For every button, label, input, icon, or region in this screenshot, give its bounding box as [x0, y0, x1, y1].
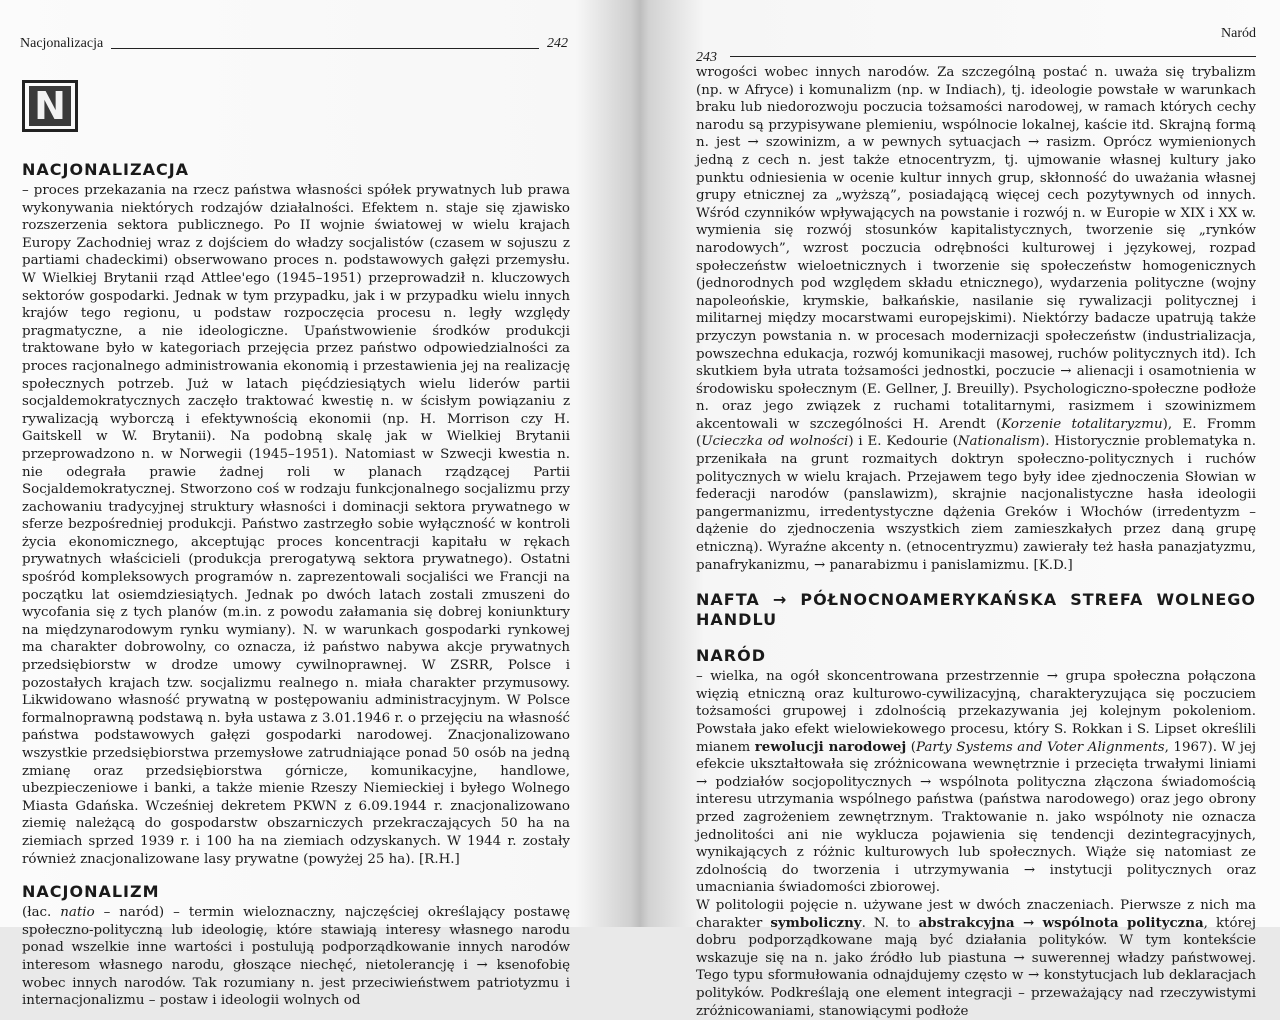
initial-letter-text: N: [29, 86, 71, 126]
entry-body-narod-para2: [696, 897, 1256, 1020]
text-run: (: [906, 739, 916, 755]
book-title: Ucieczka od wolności: [701, 434, 849, 450]
book-title: Party Systems and Voter Alignments: [915, 739, 1165, 755]
text-run: wrogości wobec innych narodów. Za szczególną postać n. uważa się trybalizm (np. w Afryce) i komunalizm (np. w Indiach), tj. ideologie powstałe w warunkach braku lub niedorozwoju poczucia tożsamości narodowej, w ramach których cechy narodu są przypisywane plemieniu, wspólnocie lokalnej, kaście itd. Skrajną formą n. jest → szowinizm, a w pewnych sytuacjach → rasizm. Oprócz wymienionych jedną z cech n. jest także etnocentryzm, tj. ujmowanie własnej kultury jako punktu odniesienia w ocenie kultur innych grup, skłonność do uważania własnej grupy etnicznej za „wyższą”, posiadającą więcej cech pozytywnych od innych. Wśród czynników wpływających na powstanie i rozwój n. w Europie w XIX i XX w. wymienia się rozwój stosunków kapitalistycznych, tworzenie się „rynków narodowych”, wzrost poczucia odrębności kulturowej i językowej, rozpad społeczeństw wieloetnicznych i tworzenie się społeczeństw homogenicznych (jednorodnych pod względem składu etnicznego), wydarzenia polityczne (wojny napoleońskie, krymskie, bałkańskie, nasilanie się rywalizacji politycznej i militarnej między mocarstwami europejskimi). Niektórzy badacze upatrują także przyczyn powstania n. w procesach modernizacji społeczeństw (industrializacja, powszechna edukacja, rozwój komunikacji masowej, ruchów politycznych itd). Ich skutkiem była utrata tożsamości jednostki, poczucie → alienacji i osamotnienia w środowisku społecznym (E. Gellner, J. Breuilly). Psychologiczno-społeczne podłoże n. oraz jego związek z ruchami totalitarnymi, rasizmem i szowinizmem akcentowali w szczególności H. Arendt (: [696, 65, 1256, 432]
entry-heading-nafta: NAFTA → PÓŁNOCNOAMERYKAŃSKA STREFA WOLNEGO HANDLU: [696, 590, 1256, 630]
left-column: [22, 160, 570, 1010]
left-page: [0, 0, 640, 1009]
running-title: Nacjonalizacja: [20, 36, 104, 51]
text-run: ), E. Fromm (: [696, 416, 1256, 450]
page-number: 242: [547, 36, 568, 51]
header-rule: [111, 48, 539, 49]
running-title: Naród: [1221, 26, 1256, 41]
text-run: W politologii pojęcie n. używane jest w dwóch znaczeniach. Pierwsze z nich ma charakter: [696, 897, 1256, 931]
entry-heading-narod: NARÓD: [696, 646, 766, 666]
text-run: ) i E. Kedourie (: [848, 434, 958, 450]
latin-term: natio: [60, 905, 95, 921]
text-run: ). Historycznie problematyka n. przenikała na grunt rozmaitych doktryn społeczno-politycznych i ruchów politycznych w wielu krajach. Przejawem tego były idee zjednoczenia Słowian w federacji narodów (panslawizm), skrajnie nacjonalistyczne hasła ideologii pangermanizmu, irredentystyczne dążenia Greków i Włochów (irredentyzm – dążenie do zjednoczenia wszystkich ziem zamieszkałych przez daną grupę etniczną). Wyraźne akcenty n. (etnocentryzmu) zawierały też hasła panazjatyzmu, panafrykanizmu, → panarabizmu i panislamizmu. [K.D.]: [696, 434, 1257, 573]
book-title: Korzenie totalitaryzmu: [1001, 416, 1163, 432]
bold-term: symboliczny: [770, 914, 862, 931]
entry-body-nacjonalizm-continued: [696, 64, 1256, 574]
page-number: 243: [696, 50, 717, 65]
entry-body-narod: [696, 668, 1256, 897]
bold-term: abstrakcyjna → wspólnota polityczna: [918, 914, 1204, 931]
entry-heading-nacjonalizacja: NACJONALIZACJA: [22, 160, 190, 179]
text-run: – wielka, na ogół skoncentrowana przestrzennie → grupa społeczna połączona więzią etniczną oraz kulturowo-cywilizacyjną, charakteryzująca się poczuciem tożsamości grupowej i zdolnością przekazywania jej kolejnym pokoleniom. Powstała jako efekt wielowiekowego procesu, który S. Rokkan i S. Lipset określili mianem: [696, 669, 1256, 755]
bold-term: rewolucji narodowej: [754, 738, 907, 755]
right-page: [640, 0, 1280, 1019]
text-run: , 1967). W jej efekcie ukształtowała się zróżnicowana wewnętrznie i przecięta trwałymi liniami → podziałów socjopolitycznych → wspólnota polityczna złączona świadomością interesu utrzymania wspólnego państwa (państwa narodowego) oraz jego obrony przed zagrożeniem zewnętrznym. Traktowanie n. jako wspólnoty nie oznacza jednolitości ani nie wyklucza pojawienia się tendencji dezintegracyjnych, wynikających z różnic kulturowych lub społecznych. Wiąże się natomiast ze zdolnością do tworzenia i utrzymywania → instytucji politycznych oraz umacniania świadomości zbiorowej.: [696, 739, 1257, 896]
section-initial-letter: [22, 80, 78, 132]
header-rule: [730, 56, 1256, 57]
text-run: (łac.: [22, 905, 61, 921]
text-run: . N. to: [861, 915, 919, 931]
right-column: [696, 64, 1256, 1020]
book-title: Nationalism: [957, 434, 1040, 450]
entry-heading-nacjonalizm: NACJONALIZM: [22, 882, 160, 902]
text-run: – naród) – termin wieloznaczny, najczęściej określający postawę społeczno-polityczną lub ideologię, które stawiają interesy własnego narodu ponad wszelkie inne wartości i postulują podporządkowanie innych narodów interesom własnego narodu, głoszące niechęć, nietolerancję i → ksenofobię wobec innych narodów. Tak rozumiany n. jest przeciwieństwem patriotyzmu i internacjonalizmu – postaw i ideologii wolnych od: [22, 905, 570, 1009]
running-header-left: [20, 36, 568, 52]
entry-body-nacjonalizm: [22, 904, 570, 1010]
text-run: , której dobru podporządkowane mają być działania polityków. W tym kontekście wskazuje się na n. jako źródło lub piastuna → suwerennej władzy państwowej. Tego typu sformułowania odnajdujemy często w → konstytucjach lub deklaracjach polityków. Podkreślają one element integracji – przeważający nad rzeczywistymi zróżnicowaniami, stanowiącymi podłoże: [696, 915, 1256, 1019]
entry-body-nacjonalizacja: – proces przekazania na rzecz państwa własności spółek prywatnych lub prawa wykonywania niektórych rodzajów działalności. Efektem n. staje się zjawisko rozszerzenia sektora publicznego. Po II wojnie światowej w wielu krajach Europy Zachodniej wraz z dojściem do władzy socjalistów (czasem w sojuszu z partiami chadeckimi) obserwowano proces n. podstawowych gałęzi przemysłu. W Wielkiej Brytanii rząd Attlee'ego (1945–1951) przeprowadził n. kluczowych sektorów gospodarki. Jednak w tym przypadku, jak i w przypadku wielu innych krajów tego regionu, u podstaw rozpoczęcia procesu n. legły względy pragmatyczne, a nie ideologiczne. Upaństwowienie środków produkcji traktowane było w kategoriach przejęcia przez państwo odpowiedzialności za proces racjonalnego administrowania ekonomią i przestawienia jej na realizację społecznych potrzeb. Już w latach pięćdziesiątych wielu liderów partii socjaldemokratycznych zaczęło traktować kwestię n. w ścisłym powiązaniu z rywalizacją wyborczą i efektywnością ekonomii (np. H. Morrison czy H. Gaitskell w W. Brytanii). Na podobną skalę jak w Wielkiej Brytanii przeprowadzono n. w Norwegii (1945–1951). Natomiast w Szwecji kwestia n. nie odegrała prawie żadnej roli w planach rządzącej Partii Socjaldemokratycznej. Stworzono coś w rodzaju funkcjonalnego socjalizmu przy zachowaniu tradycyjnej struktury własności i dominacji sektora prywatnego w sferze bezpośredniej produkcji. Państwo zastrzegło sobie wyłączność w kontroli życia ekonomicznego, akceptując proces koncentracji kapitału w rękach prywatnych właścicieli (produkcja prerogatywą sektora prywatnego). Ostatni spośród kompleksowych programów n. zaprezentowali socjaliści we Francji na początku lat osiemdziesiątych. Jednak po dwóch latach zostali zmuszeni do wycofania się z tych planów (m.in. z powodu załamania się dobrej koniunktury na międzynarodowym rynku wymiany). N. w warunkach gospodarki rynkowej ma charakter dobrowolny, co oznacza, iż państwo nabywa akcje prywatnych przedsiębiorstw w drodze umowy cywilnoprawnej. W ZSRR, Polsce i pozostałych krajach tzw. socjalizmu realnego n. miała charakter przymusowy. Likwidowano własność prywatną w postępowaniu administracyjnym. W Polsce formalnoprawną podstawą n. była ustawa z 3.01.1946 r. o przejęciu na własność państwa podstawowych gałęzi gospodarki narodowej. Znacjonalizowano wszystkie przedsiębiorstwa przemysłowe zatrudniające ponad 50 osób na jedną zmianę oraz przedsiębiorstwa górnicze, komunikacyjne, handlowe, ubezpieczeniowe i banki, a także mienie Rzeszy Niemieckiej i byłego Wolnego Miasta Gdańska. Wcześniej dekretem PKWN z 6.09.1944 r. znacjonalizowano ziemię należącą do gospodarstw obszarniczych przekraczających 50 ha na ziemiach sprzed 1939 r. i 100 ha na ziemiach odzyskanych. W 1944 r. zostały również znacjonalizowane lasy prywatne (powyżej 25 ha). [R.H.]: [22, 183, 570, 867]
